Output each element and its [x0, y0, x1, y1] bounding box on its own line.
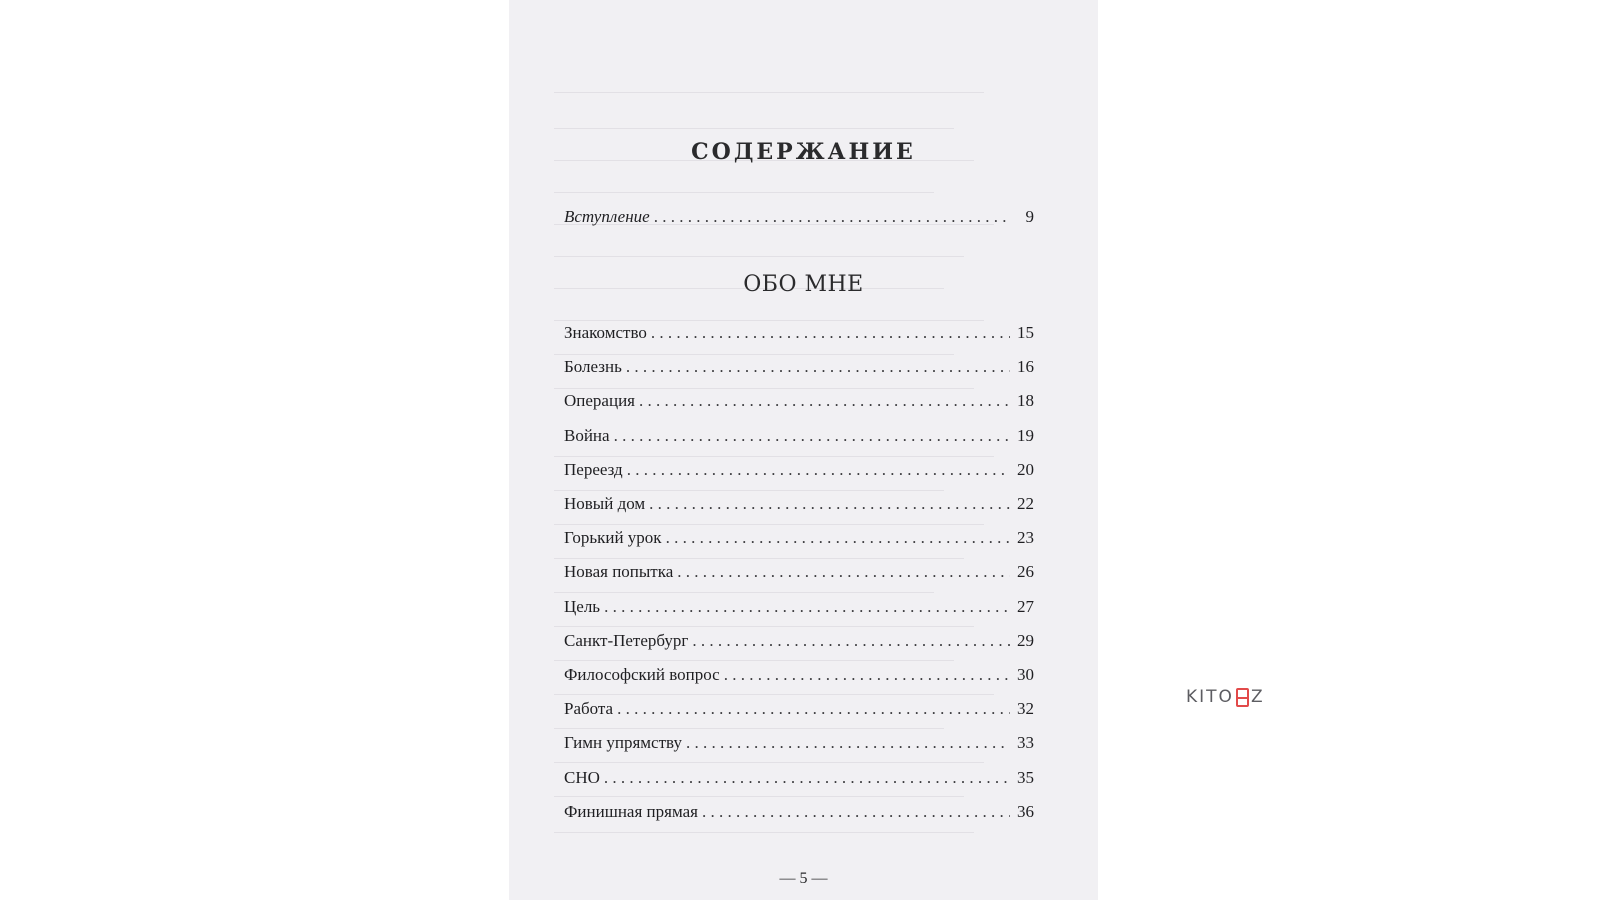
toc-entry-label: Новый дом — [564, 494, 646, 513]
toc-entry[interactable] — [564, 426, 1034, 450]
toc-leader-dots — [686, 733, 1010, 753]
toc-entry-page: 20 — [1017, 460, 1034, 479]
toc-entry[interactable] — [564, 631, 1034, 655]
toc-entry-label: Цель — [564, 597, 601, 616]
toc-entry-label: Новая попытка — [564, 562, 674, 581]
toc-entry-page: 35 — [1017, 768, 1034, 787]
toc-entry-page: 22 — [1017, 494, 1034, 513]
toc-leader-dots — [654, 207, 1010, 227]
toc-entry-label: Вступление — [564, 207, 650, 226]
toc-entry-page: 33 — [1017, 733, 1034, 752]
toc-entry[interactable] — [564, 733, 1034, 757]
toc-entry[interactable] — [564, 391, 1034, 415]
toc-entry[interactable] — [564, 802, 1034, 826]
toc-entry-page: 16 — [1017, 357, 1034, 376]
toc-entry-label: Знакомство — [564, 323, 647, 342]
toc-leader-dots — [617, 699, 1010, 719]
toc-entry[interactable] — [564, 323, 1034, 347]
section-title: ОБО МНЕ — [743, 272, 864, 297]
toc-leader-dots — [614, 426, 1010, 446]
site-watermark — [1186, 687, 1265, 707]
toc-entry-page: 32 — [1017, 699, 1034, 718]
toc-entry-page: 9 — [1025, 207, 1034, 226]
toc-entry-page: 27 — [1017, 597, 1034, 616]
page-number: — 5 — — [779, 870, 828, 887]
toc-entry[interactable] — [564, 494, 1034, 518]
toc-entry-label: Переезд — [564, 460, 623, 479]
toc-entry[interactable] — [564, 768, 1034, 792]
toc-leader-dots — [651, 323, 1010, 343]
toc-entry-page: 19 — [1017, 426, 1034, 445]
watermark-logo-icon — [1236, 688, 1249, 707]
toc-leader-dots — [604, 768, 1010, 788]
toc-entry-intro[interactable] — [564, 207, 1034, 231]
toc-entry[interactable] — [564, 528, 1034, 552]
toc-entry[interactable] — [564, 597, 1034, 621]
show-through-background — [509, 0, 1098, 900]
toc-entry[interactable] — [564, 699, 1034, 723]
toc-entry-label: Санкт-Петербург — [564, 631, 689, 650]
toc-entry[interactable] — [564, 460, 1034, 484]
book-page — [509, 0, 1098, 900]
toc-entry[interactable] — [564, 357, 1034, 381]
watermark-prefix: KITO — [1186, 687, 1234, 707]
toc-leader-dots — [677, 562, 1010, 582]
toc-leader-dots — [604, 597, 1010, 617]
toc-entry-page: 18 — [1017, 391, 1034, 410]
toc-leader-dots — [692, 631, 1010, 651]
toc-entry-page: 30 — [1017, 665, 1034, 684]
toc-entry-label: Финишная прямая — [564, 802, 698, 821]
toc-entry-label: Гимн упрямству — [564, 733, 682, 752]
toc-entry-page: 15 — [1017, 323, 1034, 342]
toc-entry-label: Философский вопрос — [564, 665, 720, 684]
toc-entry-label: Операция — [564, 391, 635, 410]
watermark-suffix: Z — [1250, 687, 1265, 707]
toc-entry-page: 36 — [1017, 802, 1034, 821]
toc-entry-page: 26 — [1017, 562, 1034, 581]
toc-entry-label: Работа — [564, 699, 614, 718]
toc-entry-label: Болезнь — [564, 357, 622, 376]
toc-leader-dots — [702, 802, 1010, 822]
toc-entry-label: СНО — [564, 768, 600, 787]
toc-entry[interactable] — [564, 562, 1034, 586]
toc-leader-dots — [627, 460, 1010, 480]
toc-entry-label: Война — [564, 426, 610, 445]
toc-leader-dots — [724, 665, 1010, 685]
toc-leader-dots — [626, 357, 1010, 377]
toc-entry-page: 23 — [1017, 528, 1034, 547]
toc-entry-label: Горький урок — [564, 528, 662, 547]
toc-leader-dots — [649, 494, 1010, 514]
toc-leader-dots — [639, 391, 1010, 411]
contents-title: СОДЕРЖАНИЕ — [691, 139, 916, 165]
toc-entry[interactable] — [564, 665, 1034, 689]
toc-entry-page: 29 — [1017, 631, 1034, 650]
toc-leader-dots — [666, 528, 1010, 548]
